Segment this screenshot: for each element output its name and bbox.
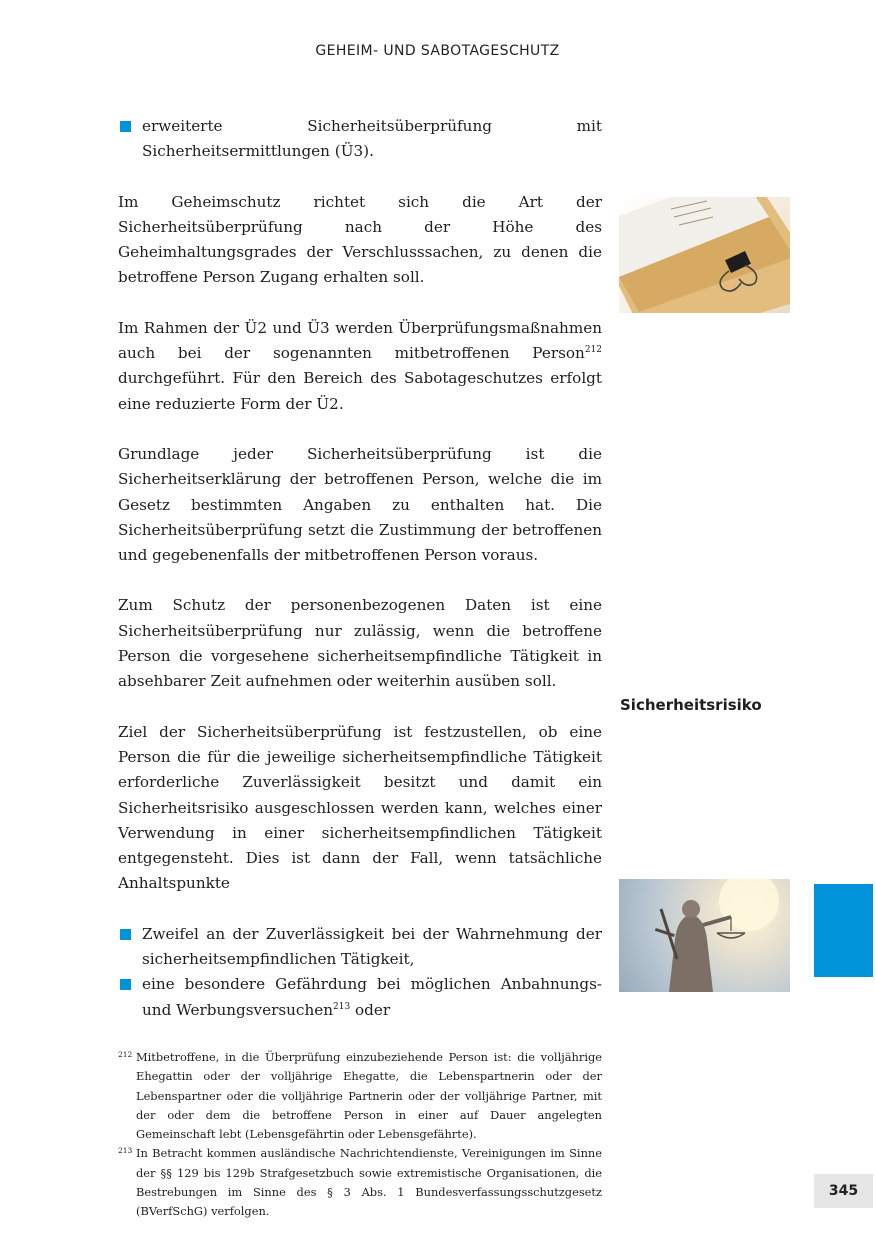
footnotes	[118, 1048, 602, 1222]
footnote-ref-213[interactable]: 213	[333, 1001, 351, 1012]
square-bullet-icon	[120, 121, 131, 132]
justitia-illustration	[619, 879, 790, 992]
main-text-column	[118, 114, 602, 1222]
document-folder-photo-icon	[619, 197, 790, 313]
running-head: GEHEIM- UND SABOTAGESCHUTZ	[315, 43, 560, 59]
margin-keyword: Sicherheitsrisiko	[620, 696, 762, 714]
justitia-statue-photo-icon	[619, 879, 790, 992]
paragraph-text: Im Rahmen der Ü2 und Ü3 werden Überprüfungsmaßnahmen auch bei der sogenannten mitbetroffenen Person	[118, 318, 602, 363]
paragraph-ziel: Ziel der Sicherheitsüberprüfung ist festzustellen, ob eine Person die für die jeweilige sicherheitsempfindliche Tätigkeit erforderliche Zuverlässigkeit besitzt und damit ein Sicherheitsrisiko ausgeschlossen werden kann, welches einer Verwendung in einer sicherheitsempfindlichen Tätigkeit entgegensteht. Dies ist dann der Fall, wenn tatsächliche Anhaltspunkte	[118, 722, 602, 893]
footnote-text: Mitbetroffene, in die Überprüfung einzubeziehende Person ist: die volljährige Ehegattin oder der volljährige Ehegatte, die Lebenspartnerin oder der Lebenspartner oder die volljährige Partnerin oder der volljährige Partner, mit der oder dem die betroffene Person in einer auf Dauer angelegten Gemeinschaft lebt (Lebensgefährtin oder Lebensgefährte).	[136, 1049, 602, 1142]
list-item-text: erweiterte Sicherheitsüberprüfung mit Sicherheitsermittlungen (Ü3).	[142, 117, 602, 161]
footnote-text: In Betracht kommen ausländische Nachrichtendienste, Vereinigungen im Sinne der §§ 129 bis 129b Strafgesetzbuch sowie extremistische Organisationen, die Bestrebungen im Sinne des § 3 Abs. 1 Bundesverfassungsschutzgesetz (BVerfSchG) verfolgen.	[136, 1146, 602, 1219]
folder-illustration	[619, 197, 790, 313]
paragraph-mitbetroffene	[118, 316, 602, 417]
chapter-tab-marker	[814, 884, 873, 977]
page-number: 345	[814, 1174, 873, 1208]
footnote-number: 212	[118, 1049, 133, 1059]
footnote-ref-212[interactable]: 212	[584, 345, 602, 356]
list-item-text: Zweifel an der Zuverlässigkeit bei der Wahrnehmung der sicherheitsempfindlichen Tätigkeit,	[142, 924, 602, 969]
intro-bullet-list	[118, 114, 602, 165]
footnote-213	[118, 1144, 602, 1221]
paragraph-geheimschutz: Im Geheimschutz richtet sich die Art der Sicherheitsüberprüfung nach der Höhe des Geheimhaltungsgrades der Verschlusssachen, zu denen die betroffene Person Zugang erhalten soll.	[118, 192, 602, 287]
paragraph-datenschutz: Zum Schutz der personenbezogenen Daten ist eine Sicherheitsüberprüfung nur zulässig, wenn die betroffene Person die vorgesehene sicherheitsempfindliche Tätigkeit in absehbarer Zeit aufnehmen oder weiterhin ausüben soll.	[118, 596, 602, 691]
square-bullet-icon	[120, 929, 131, 940]
list-item	[118, 922, 602, 973]
list-item	[118, 972, 602, 1023]
footnote-212	[118, 1048, 602, 1144]
square-bullet-icon	[120, 979, 131, 990]
paragraph-text: durchgeführt. Für den Bereich des Sabotageschutzes erfolgt eine reduzierte Form der Ü2.	[118, 369, 602, 413]
risk-bullet-list	[118, 922, 602, 1023]
list-item-text: eine besondere Gefährdung bei möglichen Anbahnungs- und Werbungsversuchen	[142, 975, 602, 1019]
footnote-number: 213	[118, 1146, 133, 1156]
paragraph-grundlage: Grundlage jeder Sicherheitsüberprüfung ist die Sicherheitserklärung der betroffenen Person, welche die im Gesetz bestimmten Angaben zu enthalten hat. Die Sicherheitsüberprüfung setzt die Zustimmung der betroffenen und gegebenenfalls der mitbetroffenen Person voraus.	[118, 444, 602, 565]
list-item-text: oder	[350, 1000, 391, 1019]
list-item	[118, 114, 602, 165]
